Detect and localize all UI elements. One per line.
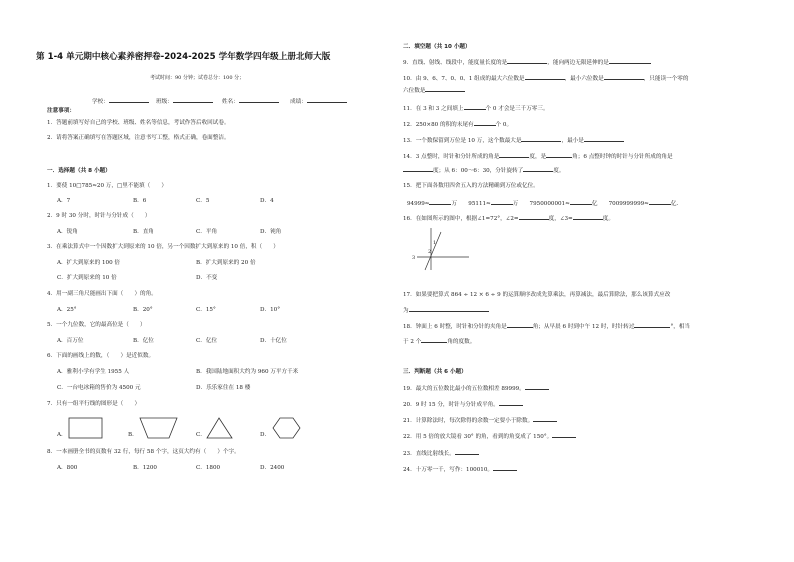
q13-blank-1[interactable] [521, 136, 561, 142]
q16-blank-2[interactable] [573, 214, 603, 220]
question-11: 11．在 3 和 3 之间填上 个 0 才会是三千万零三。 [403, 106, 549, 112]
section-2-heading: 二．填空题（共 10 小题） [403, 44, 471, 50]
question-2: 2．9 时 30 分时，时针与分针成（ ） [47, 213, 151, 219]
q4-option-d[interactable]: D．10° [260, 307, 280, 313]
section-1-heading: 一．选择题（共 8 小题） [47, 168, 111, 174]
q1-option-b[interactable]: B．6 [133, 198, 147, 204]
q18-blank-3[interactable] [421, 337, 447, 343]
right-page [397, 0, 794, 562]
q13-blank-2[interactable] [584, 136, 624, 142]
q5-option-c[interactable]: C．亿位 [196, 338, 218, 344]
q3-option-c[interactable]: C．扩大到原来的 10 倍 [57, 275, 117, 281]
q2-option-b[interactable]: B．直角 [133, 229, 154, 235]
q18-blank-1[interactable] [507, 322, 533, 328]
angle-label-3: 3 [412, 255, 416, 261]
q12-blank[interactable] [474, 120, 496, 126]
q7-option-a[interactable]: A． [57, 432, 67, 438]
q2-option-d[interactable]: D．钝角 [260, 229, 282, 235]
q2-option-c[interactable]: C．平角 [196, 229, 218, 235]
q8-option-b[interactable]: B．1200 [133, 465, 157, 471]
q15-blank-4[interactable] [649, 199, 671, 205]
note-1: 1．答题前填写好自己的学校、班级、姓名等信息，考试作答后收回试卷。 [47, 120, 230, 126]
q15-blank-2[interactable] [491, 199, 513, 205]
q9-blank-1[interactable] [507, 58, 547, 64]
question-14-cont: 度；从 6：00～6：30，分针旋转了 度。 [403, 166, 564, 175]
paper-title: 第 1-4 单元期中核心素养密押卷-2024-2025 学年数学四年级上册北师大版 [36, 52, 331, 62]
q21-blank[interactable] [533, 416, 557, 422]
hexagon-shape [272, 416, 302, 440]
q20-blank[interactable] [499, 400, 523, 406]
question-4: 4．用一副三角尺能画出下面（ ）的角。 [47, 291, 157, 297]
q23-blank[interactable] [455, 449, 479, 455]
q14-blank-3[interactable] [403, 166, 433, 172]
q3-option-d[interactable]: D．不变 [196, 275, 218, 281]
q6-option-a[interactable]: A．雅利小学有学生 1955 人 [57, 369, 130, 375]
q1-option-a[interactable]: A．7 [57, 198, 71, 204]
question-16: 16．在如图所示的图中，根据∠1=72°，∠2= 度，∠3= 度。 [403, 216, 614, 222]
q24-blank[interactable] [493, 465, 517, 471]
q19-blank[interactable] [525, 384, 549, 390]
trapezoid-shape [139, 416, 179, 440]
school-label: 学校： [92, 99, 109, 105]
q6-option-d[interactable]: D．乐乐家住在 18 楼 [196, 385, 251, 391]
angle-diagram [411, 226, 471, 272]
question-6: 6．下面的画线上的数，（ ）是近似数。 [47, 353, 155, 359]
name-label: 姓名： [222, 99, 239, 105]
q7-option-c[interactable]: C． [196, 432, 206, 438]
question-5: 5．一个九位数，它的最高位是（ ） [47, 322, 146, 328]
q5-option-a[interactable]: A．百万位 [57, 338, 84, 344]
question-1: 1．要使 10□785≈20 万，□里不能填（ ） [47, 183, 168, 189]
q15-blank-3[interactable] [570, 199, 592, 205]
name-field[interactable] [222, 97, 279, 106]
q2-option-a[interactable]: A．锐角 [57, 229, 78, 235]
section-3-heading: 三．判断题（共 6 小题） [403, 369, 467, 375]
notes-heading: 注意事项： [47, 108, 75, 114]
q5-option-d[interactable]: D．十亿位 [260, 338, 287, 344]
q8-option-d[interactable]: D．2400 [260, 465, 285, 471]
question-7: 7．只有一组平行线的图形是（ ） [47, 401, 141, 407]
question-9: 9．直线、射线、线段中，能度量长度的是 ，能向两边无限延伸的是 [403, 58, 651, 67]
q10-blank-1[interactable] [525, 74, 565, 80]
q18-blank-2[interactable] [634, 322, 670, 328]
rectangle-shape [68, 416, 104, 440]
q22-blank[interactable] [552, 432, 576, 438]
q6-option-b[interactable]: B．我国陆地面积大约为 960 万平方千米 [196, 369, 299, 375]
q14-blank-2[interactable] [546, 152, 572, 158]
q6-option-c[interactable]: C．一台电冰箱的售价为 4500 元 [57, 385, 141, 391]
q15-blank-1[interactable] [429, 199, 451, 205]
q8-option-c[interactable]: C．1800 [196, 465, 221, 471]
question-22: 22．用 5 倍的放大镜看 30° 的角，看到的角变成了 150°。 [403, 432, 576, 441]
q5-option-b[interactable]: B．亿位 [133, 338, 154, 344]
question-10-cont: 六位数是 [403, 86, 465, 95]
question-17: 17．如果要把算式 864 ÷ 12 × 6 ÷ 9 的运算顺序改成先算乘法，再算减法，最后算除法，那么该算式应改 [403, 292, 671, 298]
q1-option-d[interactable]: D．4 [260, 198, 274, 204]
question-24: 24．十万零一千，写作：100010。 [403, 465, 517, 474]
question-10: 10．由 9、6、7、0、0、1 组成的最大六位数是 ，最小六位数是 ，只能读一个零的 [403, 76, 689, 82]
q7-option-b[interactable]: B． [128, 432, 138, 438]
angle-label-2: 2 [428, 249, 432, 255]
exam-info: 考试时间：90 分钟；试卷总分：100 分； [150, 75, 245, 81]
q4-option-c[interactable]: C．15° [196, 307, 216, 313]
q4-option-b[interactable]: B．20° [133, 307, 153, 313]
question-14: 14．3 点整时，时针和分针所成的角是 度，是 角；6 点整时钟的时针与分针所成的角是 [403, 154, 673, 160]
question-15-items: 94999≈ 万 95111≈ 万 7950000001≈ 亿 7009999999≈ 亿. [407, 201, 679, 207]
q8-option-a[interactable]: A．800 [57, 465, 78, 471]
question-12: 12．250×80 的积的末尾有 个 0。 [403, 122, 513, 128]
school-field[interactable] [92, 97, 149, 106]
question-18: 18．钟面上 6 时整，时针和分针的夹角是 角；从早晨 6 时到中午 12 时，时针转过 °，相当 [403, 324, 691, 330]
q10-blank-2[interactable] [604, 74, 644, 80]
question-13: 13．一个数保留到万位是 10 万，这个数最大是 ，最小是 [403, 136, 624, 145]
question-23: 23．直线比射线长。 [403, 449, 479, 458]
question-18-cont: 于 2 个 角的度数。 [403, 339, 476, 345]
question-17-cont: 为 [403, 306, 489, 315]
q10-blank-3[interactable] [425, 86, 465, 92]
question-21: 21．计算除法时，每次除得的余数一定要小于除数。 [403, 416, 557, 425]
q14-blank-4[interactable] [523, 166, 553, 172]
q1-option-c[interactable]: C．5 [196, 198, 210, 204]
angle-label-1: 1 [433, 240, 437, 246]
q14-blank-1[interactable] [499, 152, 529, 158]
score-field[interactable] [290, 97, 347, 106]
class-field[interactable] [156, 97, 213, 106]
note-2: 2．请将答案正确填写在答题区域，注意书写工整，格式正确，卷面整洁。 [47, 135, 230, 141]
q3-option-a[interactable]: A．扩大到原来的 100 倍 [57, 260, 121, 266]
q7-option-d[interactable]: D． [260, 432, 271, 438]
score-label: 成绩： [290, 99, 307, 105]
question-19: 19．最大的五位数比最小的五位数相差 89999。 [403, 384, 549, 393]
question-3: 3．在乘法算式中一个因数扩大到原来的 10 倍，另一个因数扩大到原来的 10 倍，积（ ） [47, 244, 279, 250]
triangle-shape [205, 416, 235, 440]
q3-option-b[interactable]: B．扩大到原来的 20 倍 [196, 260, 256, 266]
q16-blank-1[interactable] [519, 214, 549, 220]
class-label: 班级： [156, 99, 173, 105]
question-15: 15．把下面各数用四舍五入的方法精确到万位或亿位。 [403, 183, 539, 189]
q11-blank[interactable] [464, 104, 486, 110]
q4-option-a[interactable]: A．25° [57, 307, 77, 313]
q17-blank[interactable] [409, 306, 489, 312]
q9-blank-2[interactable] [609, 58, 651, 64]
question-8: 8．一本画册全书的页数有 32 行，每行 58 个字，这页大约有（ ）个字。 [47, 449, 240, 455]
question-20: 20．9 时 15 分，时针与分针成平角。 [403, 400, 523, 409]
